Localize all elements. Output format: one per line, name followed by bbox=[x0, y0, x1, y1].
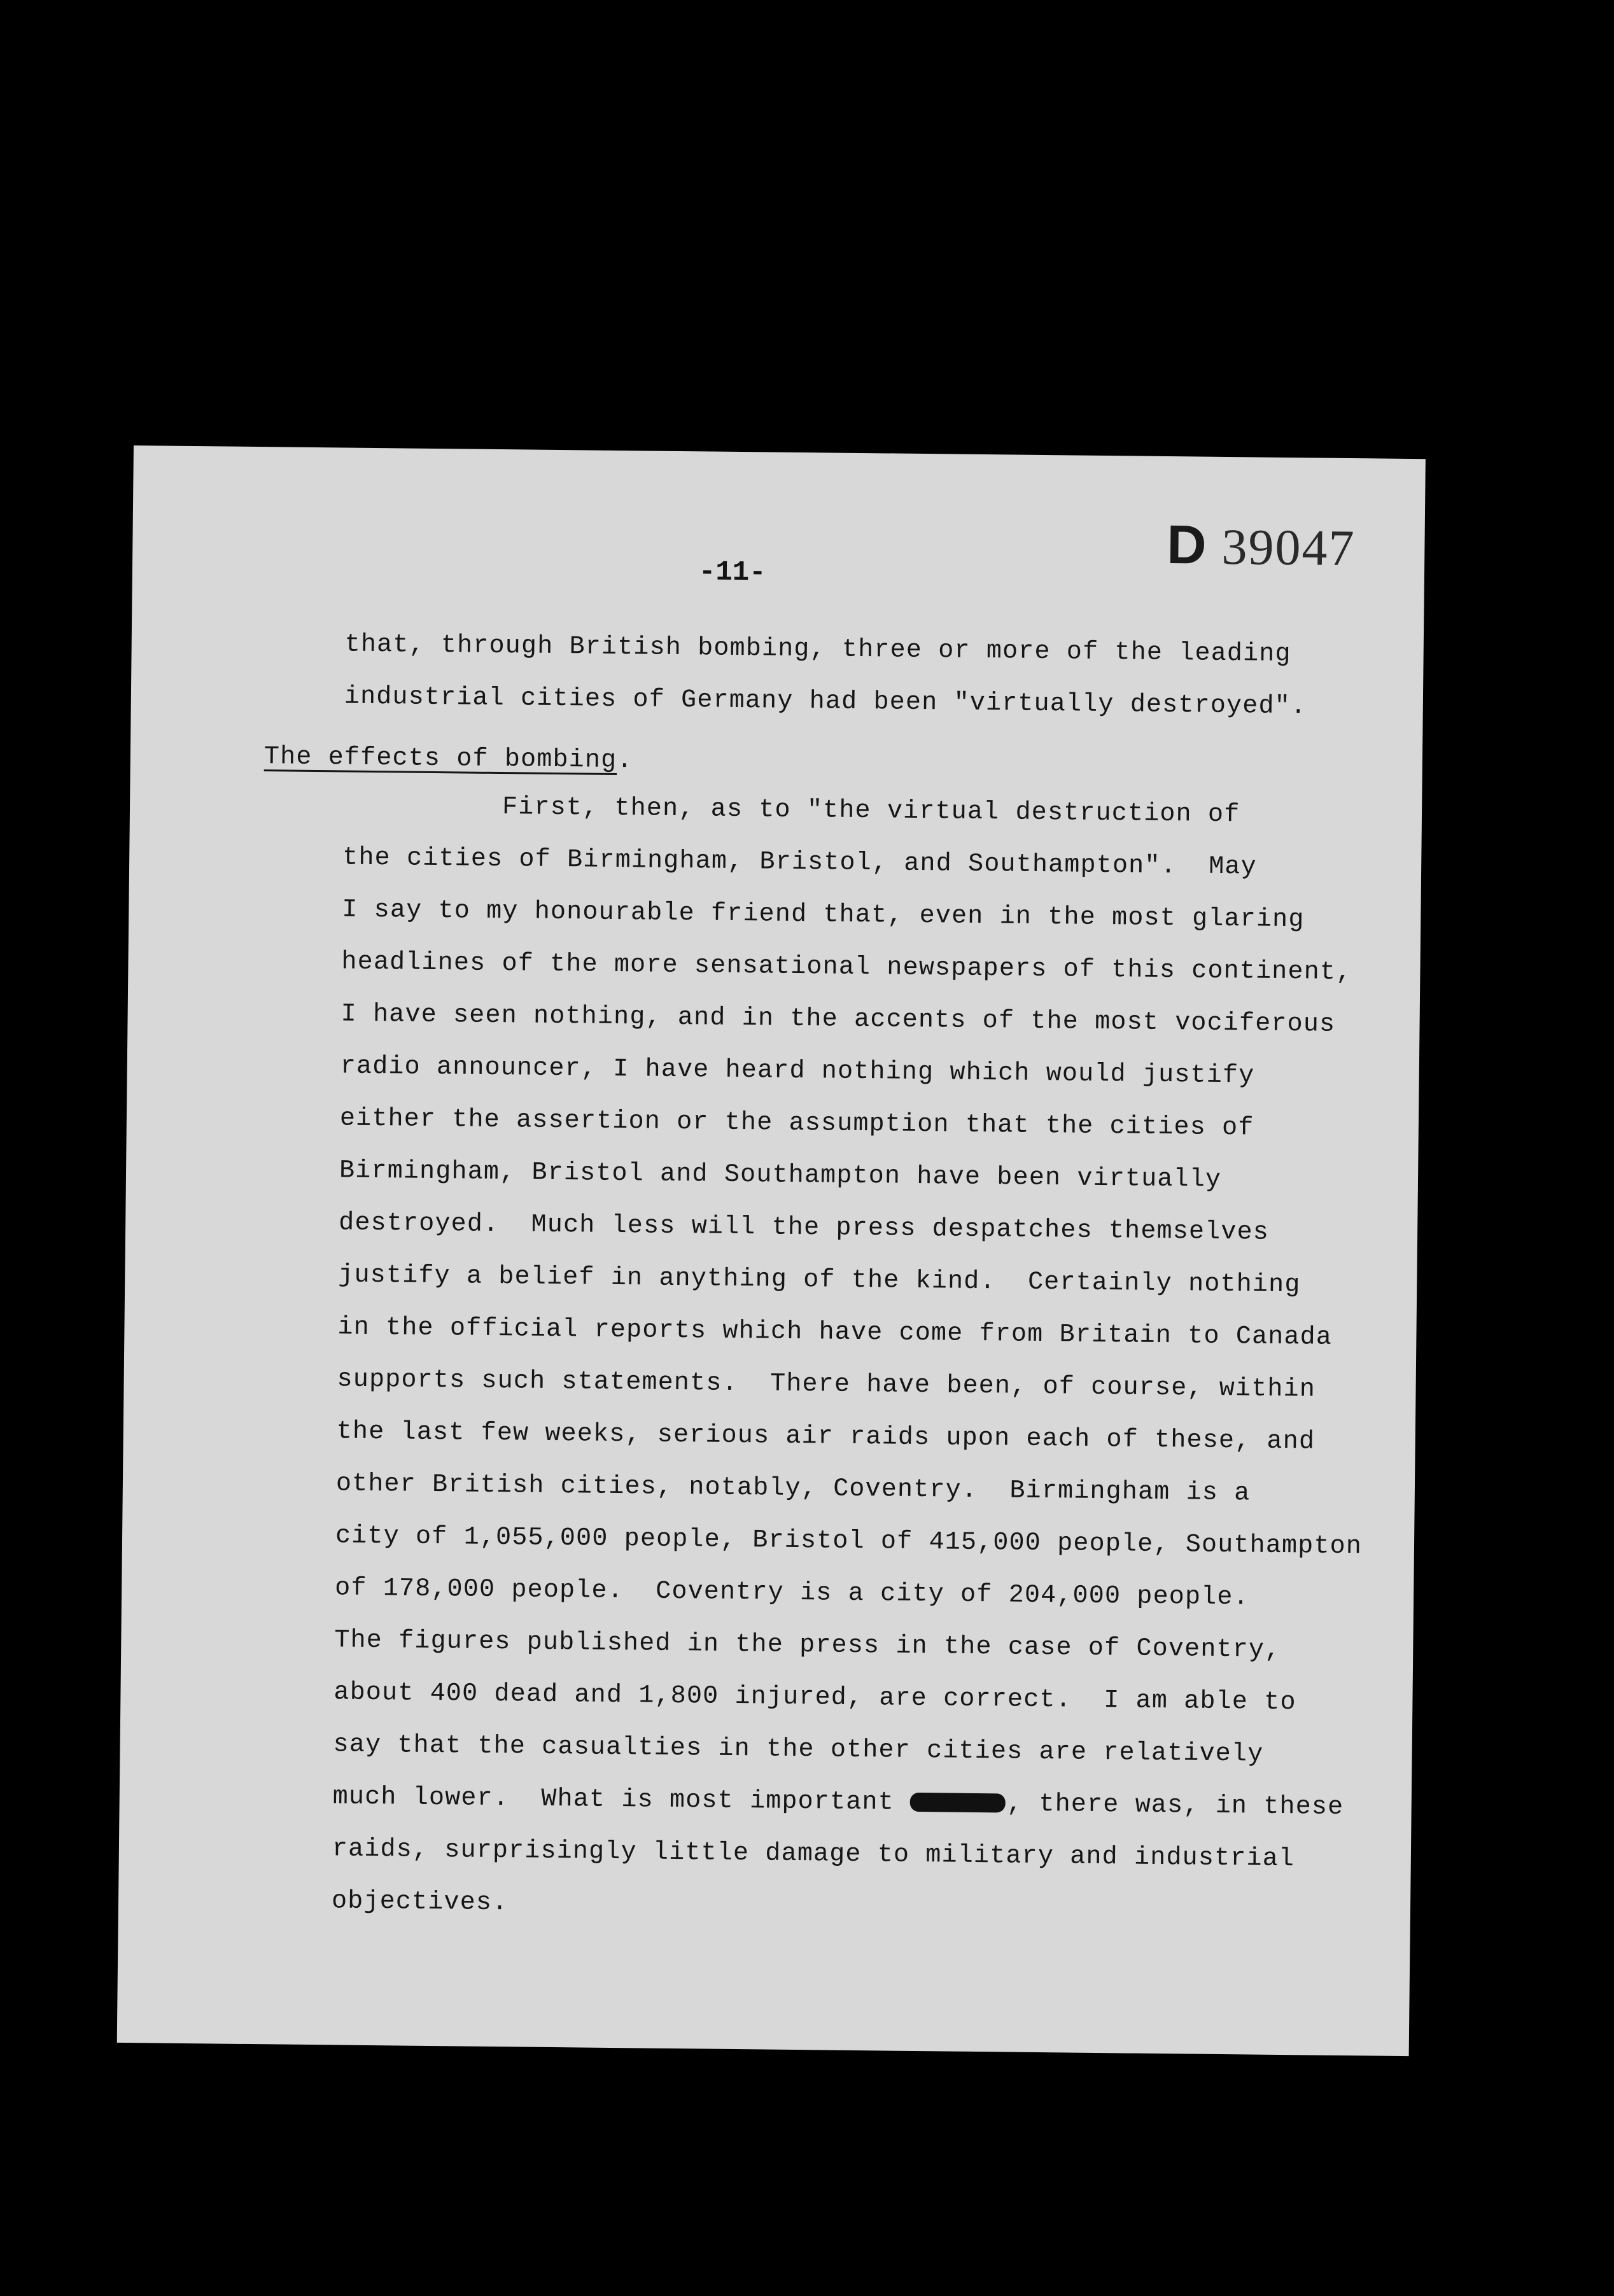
redacted-line bbox=[333, 1784, 1344, 1821]
redacted-line-after: , there was, in these bbox=[1006, 1789, 1344, 1823]
body-line: say that the casualties in the other cities are relatively bbox=[333, 1730, 1264, 1769]
body-line: I say to my honourable friend that, even in the most glaring bbox=[342, 895, 1305, 935]
body-line: about 400 dead and 1,800 injured, are correct. I am able to bbox=[333, 1678, 1296, 1718]
body-line: destroyed. Much less will the press despatches themselves bbox=[338, 1208, 1270, 1247]
document-page bbox=[117, 445, 1426, 2056]
body-line: of 178,000 people. Coventry is a city of 204,000 people. bbox=[334, 1574, 1249, 1613]
document-id-letter: D bbox=[1166, 514, 1207, 576]
body-line: radio announcer, I have heard nothing which would justify bbox=[340, 1052, 1255, 1091]
page-number: -11- bbox=[698, 556, 766, 589]
body-line: in the official reports which have come from Britain to Canada bbox=[337, 1313, 1333, 1352]
redaction-blot bbox=[910, 1793, 1006, 1813]
body-line: justify a belief in anything of the kind. Certainly nothing bbox=[338, 1261, 1301, 1300]
redacted-line-before: much lower. What is most important bbox=[332, 1782, 911, 1817]
opening-line: that, through British bombing, three or more of the leading bbox=[344, 630, 1291, 669]
document-id-number: 39047 bbox=[1221, 519, 1356, 577]
closing-line: objectives. bbox=[331, 1887, 509, 1918]
section-heading bbox=[264, 743, 633, 775]
body-line: other British cities, notably, Coventry. Birmingham is a bbox=[335, 1469, 1251, 1508]
body-line: The figures published in the press in the case of Coventry, bbox=[334, 1626, 1281, 1665]
body-line: city of 1,055,000 people, Bristol of 415,000 people, Southampton bbox=[335, 1522, 1363, 1562]
document-id-stamp bbox=[1167, 514, 1356, 578]
body-line: Birmingham, Bristol and Southampton have been virtually bbox=[339, 1156, 1222, 1194]
body-line: the last few weeks, serious air raids upon each of these, and bbox=[336, 1417, 1316, 1457]
section-heading-text: The effects of bombing bbox=[263, 743, 617, 775]
closing-line: raids, surprisingly little damage to military and industrial bbox=[332, 1835, 1295, 1874]
section-heading-period: . bbox=[617, 746, 633, 776]
body-line: supports such statements. There have been, of course, within bbox=[337, 1365, 1316, 1404]
body-line: I have seen nothing, and in the accents of the most vociferous bbox=[340, 1000, 1336, 1039]
body-line: the cities of Birmingham, Bristol, and Southampton". May bbox=[342, 843, 1258, 882]
opening-line: industrial cities of Germany had been "virtually destroyed". bbox=[344, 682, 1307, 722]
body-line: headlines of the more sensational newspapers of this continent, bbox=[341, 948, 1352, 988]
body-line: either the assertion or the assumption that the cities of bbox=[339, 1104, 1254, 1143]
body-line: First, then, as to "the virtual destruction of bbox=[502, 793, 1240, 830]
